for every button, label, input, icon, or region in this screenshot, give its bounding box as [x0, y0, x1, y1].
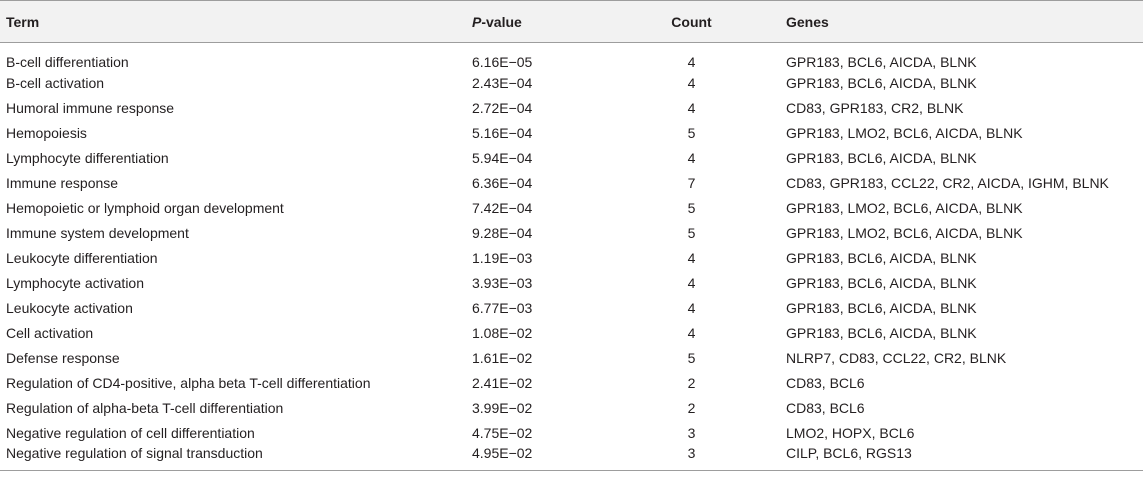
cell-pvalue: 9.28E−04	[472, 224, 533, 241]
cell-genes: CD83, GPR183, CCL22, CR2, AICDA, IGHM, BLNK	[786, 174, 1109, 191]
cell-count: 4	[687, 249, 696, 266]
cell-pvalue: 3.99E−02	[472, 399, 533, 416]
header-term: Term	[0, 1, 472, 43]
cell-genes: GPR183, LMO2, BCL6, AICDA, BLNK	[786, 124, 1023, 141]
cell-genes: LMO2, HOPX, BCL6	[786, 424, 915, 441]
cell-term: Negative regulation of cell differentiation	[6, 424, 255, 441]
cell-pvalue: 6.16E−05	[472, 54, 533, 70]
cell-pvalue: 5.16E−04	[472, 124, 533, 141]
cell-pvalue: 2.72E−04	[472, 99, 533, 116]
cell-term: Defense response	[6, 349, 120, 366]
table-row	[0, 170, 1143, 195]
cell-pvalue: 5.94E−04	[472, 149, 533, 166]
cell-term: Negative regulation of signal transduction	[0, 445, 472, 470]
cell-count: 4	[687, 54, 696, 70]
header-genes: Genes	[780, 1, 1143, 43]
table-row	[0, 320, 1143, 345]
cell-pvalue: 4.75E−02	[472, 424, 533, 441]
cell-genes: GPR183, LMO2, BCL6, AICDA, BLNK	[786, 224, 1023, 241]
cell-pvalue: 1.61E−02	[472, 349, 533, 366]
cell-pvalue: 6.36E−04	[472, 174, 533, 191]
cell-count: 7	[687, 174, 696, 191]
cell-count: 4	[687, 324, 696, 341]
table-row	[0, 120, 1143, 145]
cell-genes: GPR183, BCL6, AICDA, BLNK	[786, 324, 977, 341]
cell-term: Hemopoietic or lymphoid organ development	[6, 199, 284, 216]
cell-pvalue: 2.41E−02	[472, 374, 533, 391]
cell-term: B-cell differentiation	[6, 54, 129, 70]
cell-count: 5	[687, 349, 696, 366]
table-row	[0, 95, 1143, 120]
table-row	[0, 195, 1143, 220]
cell-count: 5	[687, 199, 696, 216]
table-row	[0, 220, 1143, 245]
table-row	[0, 370, 1143, 395]
cell-genes: NLRP7, CD83, CCL22, CR2, BLNK	[786, 349, 1007, 366]
cell-term: Lymphocyte differentiation	[6, 149, 169, 166]
cell-count: 4	[687, 149, 696, 166]
cell-genes: GPR183, BCL6, AICDA, BLNK	[786, 74, 977, 91]
cell-count: 2	[687, 374, 696, 391]
table-row	[0, 395, 1143, 420]
header-pvalue	[472, 1, 603, 43]
table-header	[0, 1, 1143, 43]
table-row	[0, 245, 1143, 270]
table-row	[0, 270, 1143, 295]
cell-pvalue: 4.95E−02	[472, 445, 603, 470]
cell-genes: GPR183, BCL6, AICDA, BLNK	[786, 274, 977, 291]
cell-count: 3	[687, 424, 696, 441]
table-body	[0, 43, 1143, 471]
cell-genes: GPR183, BCL6, AICDA, BLNK	[786, 54, 977, 70]
cell-genes: GPR183, BCL6, AICDA, BLNK	[786, 249, 977, 266]
cell-pvalue: 2.43E−04	[472, 74, 533, 91]
header-count: Count	[603, 1, 780, 43]
cell-genes: GPR183, LMO2, BCL6, AICDA, BLNK	[786, 199, 1023, 216]
cell-pvalue: 6.77E−03	[472, 299, 533, 316]
cell-count: 2	[687, 399, 696, 416]
cell-term: Immune response	[6, 174, 119, 191]
cell-genes: CILP, BCL6, RGS13	[780, 445, 1143, 470]
header-pvalue-suffix: -value	[481, 13, 522, 30]
cell-term: Hemopoiesis	[6, 124, 87, 141]
table-row	[0, 43, 1143, 71]
table-row	[0, 420, 1143, 445]
cell-pvalue: 1.19E−03	[472, 249, 533, 266]
table-row	[0, 345, 1143, 370]
cell-count: 4	[687, 99, 696, 116]
cell-genes: CD83, GPR183, CR2, BLNK	[786, 99, 964, 116]
table-row	[0, 70, 1143, 95]
cell-count: 3	[603, 445, 780, 470]
cell-count: 5	[687, 124, 696, 141]
cell-count: 5	[687, 224, 696, 241]
cell-count: 4	[687, 74, 696, 91]
header-row	[0, 1, 1143, 43]
cell-term: B-cell activation	[6, 74, 105, 91]
table-row	[0, 445, 1143, 470]
cell-genes: CD83, BCL6	[786, 399, 865, 416]
cell-term: Immune system development	[6, 224, 189, 241]
cell-term: Lymphocyte activation	[6, 274, 144, 291]
cell-count: 4	[687, 274, 696, 291]
cell-term: Regulation of alpha-beta T-cell differentiation	[6, 399, 284, 416]
cell-pvalue: 7.42E−04	[472, 199, 533, 216]
cell-count: 4	[687, 299, 696, 316]
cell-term: Humoral immune response	[6, 99, 175, 116]
cell-genes: CD83, BCL6	[786, 374, 865, 391]
cell-term: Regulation of CD4-positive, alpha beta T-cell differentiation	[6, 374, 371, 391]
cell-pvalue: 1.08E−02	[472, 324, 533, 341]
cell-term: Cell activation	[6, 324, 94, 341]
cell-genes: GPR183, BCL6, AICDA, BLNK	[786, 149, 977, 166]
cell-pvalue: 3.93E−03	[472, 274, 533, 291]
header-pvalue-italic: P	[472, 13, 482, 30]
cell-term: Leukocyte differentiation	[6, 249, 158, 266]
cell-genes: GPR183, BCL6, AICDA, BLNK	[786, 299, 977, 316]
table-row	[0, 295, 1143, 320]
cell-term: Leukocyte activation	[6, 299, 133, 316]
table-row	[0, 145, 1143, 170]
